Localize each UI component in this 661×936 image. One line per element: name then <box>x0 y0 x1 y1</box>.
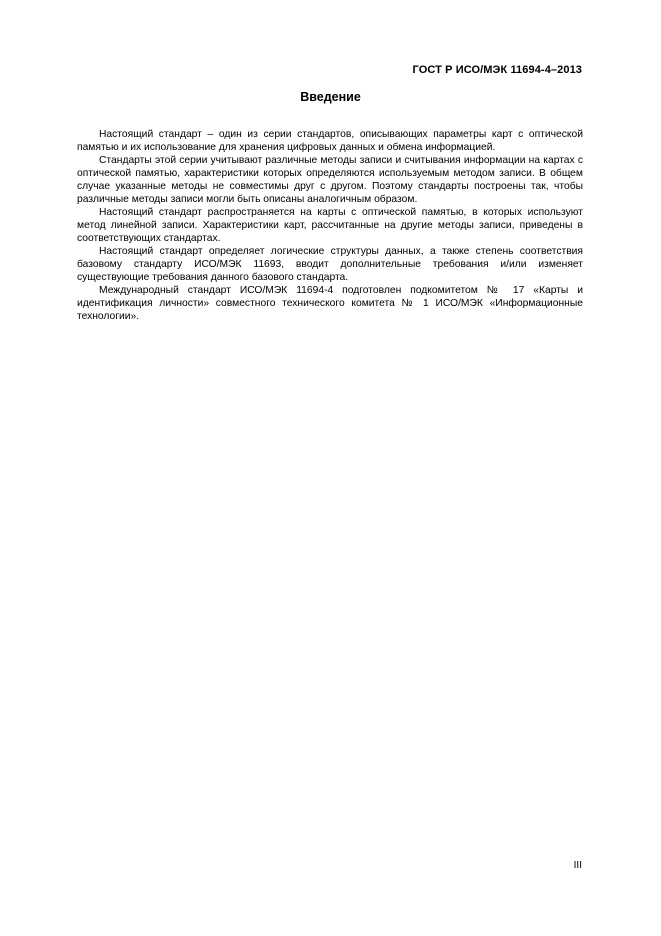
paragraph-3: Настоящий стандарт распространяется на карты с оптической памятью, в которых используют метод линейной записи. Характеристики карт, рассчитанные на другие методы записи, приведены в соответствующих стандартах. <box>77 207 583 244</box>
paragraph-4: Настоящий стандарт определяет логические структуры данных, а также степень соответствия базовому стандарту ИСО/МЭК 11693, вводит дополнительные требования и/или изменяет существующие требования данного базового стандарта. <box>77 246 583 283</box>
paragraph-2: Стандарты этой серии учитывают различные методы записи и считывания информации на картах с оптической памятью, характеристики которых определяются используемым методом записи. В общем случае указанные методы не совместимы друг с другом. Поэтому стандарты построены так, чтобы различные методы записи могли быть описаны аналогичным образом. <box>77 155 583 205</box>
paragraph-1: Настоящий стандарт – один из серии стандартов, описывающих параметры карт с оптической памятью и их использование для хранения цифровых данных и обмена информацией. <box>77 129 583 153</box>
section-title: Введение <box>300 90 361 104</box>
page-number: III <box>573 860 582 871</box>
standard-code-header: ГОСТ Р ИСО/МЭК 11694-4–2013 <box>412 64 582 76</box>
introduction-body <box>77 128 583 323</box>
paragraph-5: Международный стандарт ИСО/МЭК 11694-4 подготовлен подкомитетом № 17 «Карты и идентификация личности» совместного технического комитета № 1 ИСО/МЭК «Информационные технологии». <box>77 285 583 322</box>
